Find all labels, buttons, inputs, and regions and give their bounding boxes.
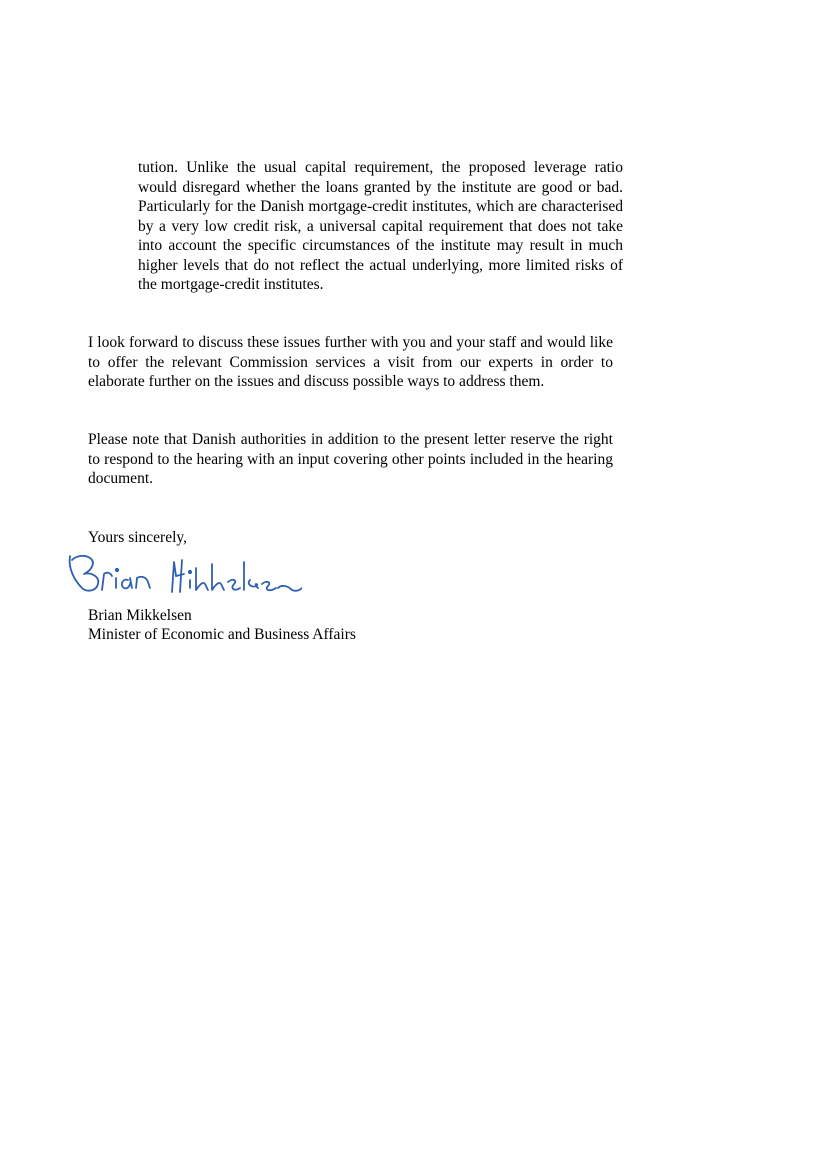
signer-title: Minister of Economic and Business Affairs (88, 626, 356, 643)
body-paragraph-hearing: Please note that Danish authorities in addition to the present letter reserve the right to respond to the hearing with an input covering other points included in the hearing document. (88, 431, 613, 487)
handwritten-signature (62, 550, 302, 600)
closing-salutation: Yours sincerely, (88, 529, 188, 546)
indented-paragraph: tution. Unlike the usual capital requirement, the proposed leverage ratio would disregard whether the loans granted by the institute are good or bad. Particularly for the Danish mortgage-credit institutes, which are characterised by a very low credit risk, a universal capital requirement that does not take into account the specific circumstances of the institute may result in much higher levels that do not reflect the actual underlying, more limited risks of the mortgage-credit institutes. (138, 159, 623, 293)
body-paragraph-discussion: I look forward to discuss these issues further with you and your staff and would like to offer the relevant Commission services a visit from our experts in order to elaborate further on the issues and discuss possible ways to address them. (88, 334, 613, 390)
signer-name: Brian Mikkelsen (88, 607, 192, 624)
